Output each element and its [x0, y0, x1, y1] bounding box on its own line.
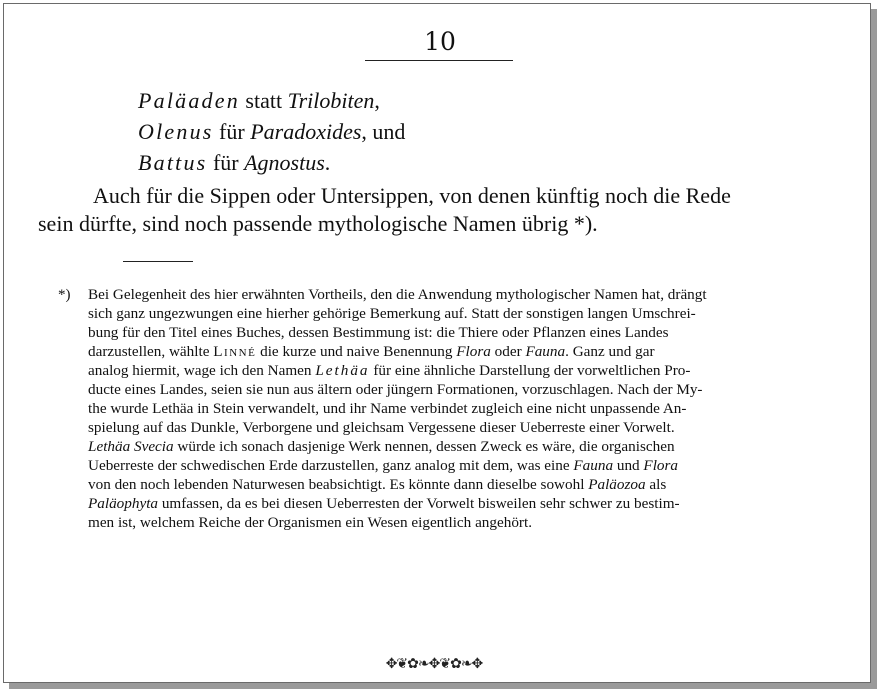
replaced-name: Trilobiten	[287, 88, 375, 113]
body-text-line: sein dürfte, sind noch passende mythologische Namen übrig *).	[38, 211, 598, 236]
emphasis-term: Paläozoa	[588, 476, 646, 493]
footnote-line	[88, 362, 690, 380]
page-number: 10	[424, 27, 456, 56]
footnote-text: als	[645, 476, 667, 493]
name-line	[138, 150, 330, 176]
footnote-line: spielung auf das Dunkle, Verborgene und gleichsam Vergessene dieser Ueberreste einer Vorwelt.	[88, 419, 675, 436]
footnote-line: Bei Gelegenheit des hier erwähnten Vortheils, den die Anwendung mythologischer Namen hat, drängt	[88, 286, 707, 303]
footnote-rule	[123, 261, 193, 262]
name-line	[138, 88, 380, 114]
footnote-text: und	[613, 457, 644, 474]
emphasis-term: Fauna	[525, 343, 566, 360]
ornament-vignette: ✥❦✿❧✥❦✿❧✥	[385, 656, 483, 672]
footnote-text: von den noch lebenden Naturwesen beabsichtigt. Es könnte dann dieselbe sowohl	[88, 476, 589, 493]
footnote-marker: *)	[58, 287, 71, 303]
footnote-line	[88, 438, 675, 456]
footnote-line	[88, 495, 680, 513]
footnote-line	[88, 343, 655, 361]
connector-word: für	[219, 119, 245, 144]
emphasis-term: Fauna	[573, 457, 614, 474]
footnote-line: the wurde Lethäa in Stein verwandelt, und ihr Name verbindet zugleich eine nicht unpassende An-	[88, 400, 687, 417]
footnote-text: darzustellen, wählte	[88, 343, 214, 360]
line-punctuation: , und	[361, 119, 406, 144]
emphasis-term: Flora	[643, 457, 679, 474]
footnote-text: analog hiermit, wage ich den Namen	[88, 362, 316, 379]
footnote-text: würde ich sonach dasjenige Werk nennen, dessen Zweck es wäre, die organischen	[173, 438, 675, 455]
body-text-line: Auch für die Sippen oder Untersippen, von denen künftig noch die Rede	[93, 183, 731, 208]
footnote-text: die kurze und naive Benennung	[256, 343, 457, 360]
footnote-line	[88, 457, 678, 475]
name-line	[138, 119, 405, 145]
connector-word: statt	[245, 88, 283, 113]
replaced-name: Paradoxides	[250, 119, 362, 144]
emphasis-term: Lethäa Svecia	[88, 438, 174, 455]
genus-name: Paläaden	[138, 88, 240, 113]
header-rule	[365, 60, 513, 61]
footnote-text: Ueberreste der schwedischen Erde darzustellen, ganz analog mit dem, was eine	[88, 457, 574, 474]
footnote-text: für eine ähnliche Darstellung der vorweltlichen Pro-	[369, 362, 691, 379]
emphasis-term: Paläophyta	[88, 495, 159, 512]
genus-name: Battus	[138, 150, 208, 175]
author-name: Linné	[213, 343, 257, 360]
footnote-line: ducte eines Landes, seien sie nun aus ältern oder jüngern Formationen, vorzuschlagen. Nach der My-	[88, 381, 703, 398]
footnote-line: sich ganz ungezwungen eine hierher gehörige Bemerkung auf. Statt der sonstigen langen Umschrei-	[88, 305, 696, 322]
footnote-line	[88, 476, 666, 494]
footnote-text: . Ganz und gar	[565, 343, 655, 360]
line-punctuation: .	[324, 150, 331, 175]
replaced-name: Agnostus	[244, 150, 325, 175]
connector-word: für	[212, 150, 239, 175]
footnote-line: bung für den Titel eines Buches, dessen Bestimmung ist: die Thiere oder Pflanzen eines Landes	[88, 324, 669, 341]
emphasis-term: Flora	[456, 343, 491, 360]
line-punctuation: ,	[374, 88, 380, 113]
footnote-line: men ist, welchem Reiche der Organismen ein Wesen eigentlich angehört.	[88, 514, 532, 531]
emphasis-term: Lethäa	[315, 362, 370, 379]
footnote-text: umfassen, da es bei diesen Ueberresten der Vorwelt bisweilen sehr schwer zu bestim-	[158, 495, 680, 512]
genus-name: Olenus	[138, 119, 214, 144]
footnote-text: oder	[490, 343, 526, 360]
